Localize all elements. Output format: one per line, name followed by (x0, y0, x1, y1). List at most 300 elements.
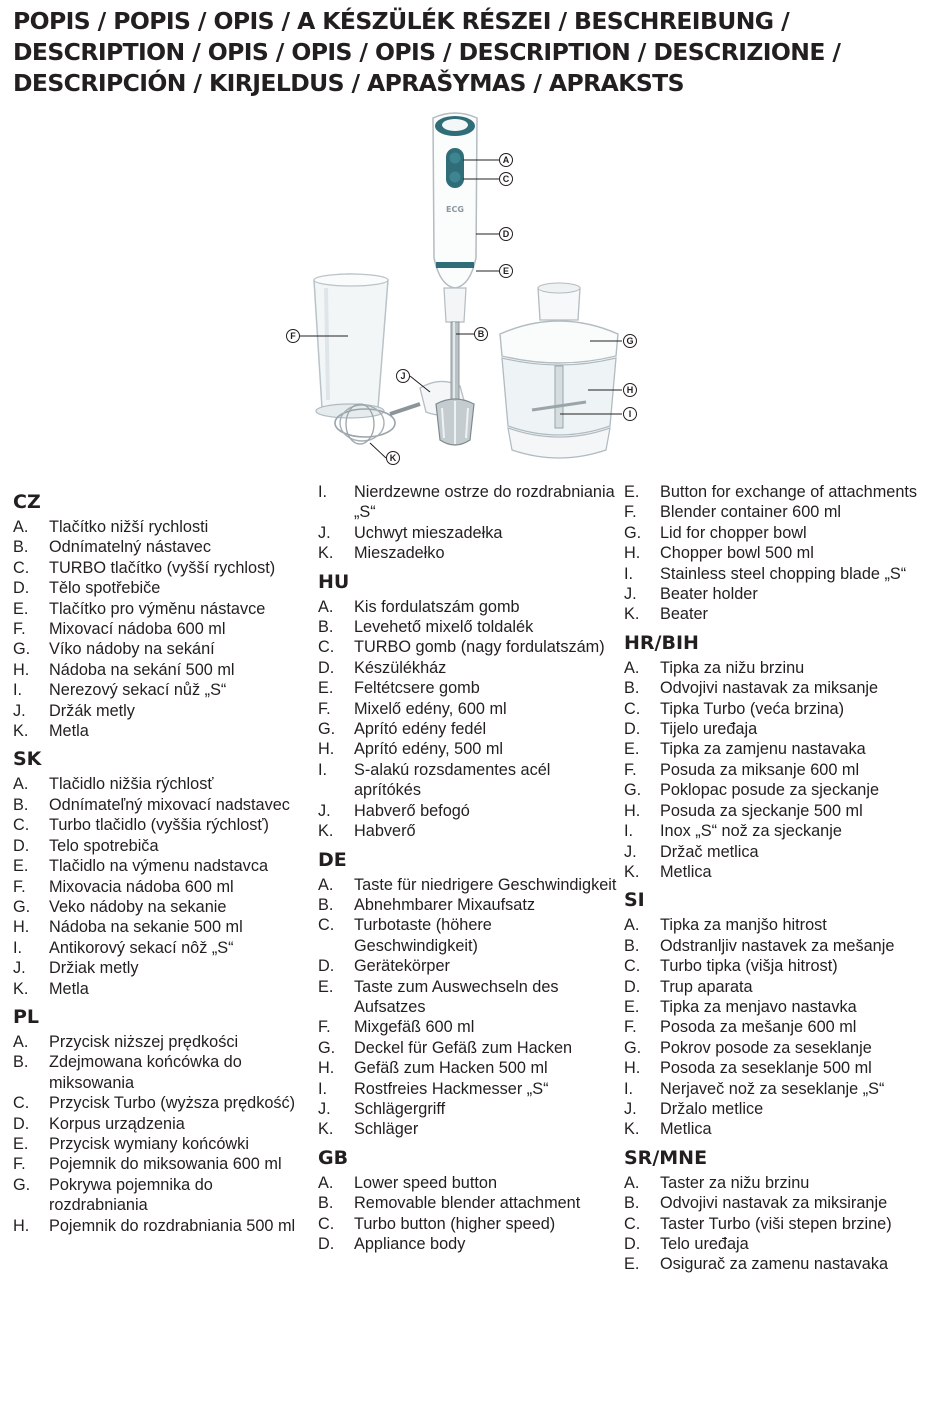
item-text: Tělo spotřebiče (49, 579, 161, 598)
section-heading: SR/MNE (624, 1146, 708, 1169)
item-text: Posoda za seseklanje 500 ml (660, 1059, 872, 1078)
parts-list (13, 774, 313, 998)
item-letter: G. (624, 781, 642, 800)
item-text: Tipka za manjšo hitrost (660, 916, 827, 935)
item-text: Uchwyt mieszadełka (354, 523, 503, 542)
item-letter: E. (624, 1255, 640, 1274)
list-item (318, 617, 618, 637)
item-letter: K. (13, 722, 29, 741)
item-letter: F. (624, 1018, 637, 1037)
item-text: Removable blender attachment (354, 1194, 581, 1213)
item-text: TURBO tlačítko (vyšší rychlost) (49, 558, 276, 577)
language-section (13, 748, 313, 998)
item-letter: A. (624, 658, 640, 677)
section-heading: GB (318, 1146, 349, 1169)
list-item (13, 1175, 313, 1216)
item-text: Nierdzewne ostrze do rozdrabniania „S“ (354, 483, 615, 522)
section-heading: HU (318, 570, 350, 593)
item-letter: G. (13, 897, 31, 916)
list-item (13, 578, 313, 598)
callout-g: G (626, 336, 634, 347)
item-letter: F. (318, 699, 331, 718)
item-letter: J. (318, 801, 331, 820)
item-text: Taster Turbo (viši stepen brzine) (660, 1214, 892, 1233)
item-text: TURBO gomb (nagy fordulatszám) (354, 638, 605, 657)
list-item (624, 780, 924, 800)
section-heading: HR/BIH (624, 631, 699, 654)
callout-f: F (290, 331, 296, 342)
item-letter: C. (13, 816, 30, 835)
item-text: Beater holder (660, 585, 758, 604)
list-item (318, 1099, 618, 1119)
list-item (624, 821, 924, 841)
item-letter: B. (318, 895, 334, 914)
item-letter: B. (13, 538, 29, 557)
item-letter: B. (13, 1053, 29, 1072)
list-item (624, 719, 924, 739)
list-item (318, 1234, 618, 1254)
item-letter: H. (318, 740, 335, 759)
list-item (624, 956, 924, 976)
item-text: Poklopac posude za sjeckanje (660, 781, 880, 800)
list-item (624, 1038, 924, 1058)
item-text: Taste zum Auswechseln des Aufsatzes (354, 977, 559, 1016)
list-item (13, 836, 313, 856)
list-item (624, 678, 924, 698)
item-text: Trup aparata (660, 977, 753, 996)
list-item (13, 1134, 313, 1154)
list-item (624, 1099, 924, 1119)
list-item (318, 543, 618, 563)
language-section (624, 632, 924, 882)
parts-list (624, 658, 924, 882)
language-section (318, 482, 618, 564)
item-letter: A. (624, 1173, 640, 1192)
parts-list (624, 482, 924, 625)
list-item (13, 958, 313, 978)
item-text: Mixovací nádoba 600 ml (49, 620, 226, 639)
list-item (13, 537, 313, 557)
item-text: Beater (660, 605, 708, 624)
list-item (624, 1214, 924, 1234)
language-section (624, 482, 924, 625)
item-text: Lower speed button (354, 1173, 498, 1192)
item-letter: A. (13, 518, 29, 536)
list-item (13, 815, 313, 835)
item-letter: K. (624, 1120, 640, 1139)
language-section (13, 491, 313, 741)
list-item (624, 1058, 924, 1078)
section-heading: CZ (13, 491, 41, 513)
page-title: POPIS / POPIS / OPIS / A KÉSZÜLÉK RÉSZEI / BESCHREIBUNG / DESCRIPTION / OPIS / OPIS / OPIS / DESCRIPTION / DESCRIZIONE / DESCRIPCIÓN / KIRJELDUS / APRAŠYMAS / APRAKSTS (13, 7, 841, 97)
parts-list (318, 1173, 618, 1255)
item-text: Schläger (354, 1120, 419, 1139)
item-text: Metlica (660, 1120, 712, 1139)
list-item (13, 619, 313, 639)
item-text: Pokrov posode za seseklanje (660, 1038, 872, 1057)
list-item (318, 895, 618, 915)
item-letter: I. (624, 822, 634, 841)
blender-body-graphic (433, 113, 477, 322)
list-item (13, 877, 313, 897)
list-item (13, 795, 313, 815)
item-text: S-alakú rozsdamentes acél aprítókés (354, 760, 551, 800)
item-letter: J. (624, 585, 637, 604)
list-item (13, 680, 313, 700)
item-letter: D. (624, 977, 641, 996)
item-text: Tipka za menjavo nastavka (660, 997, 857, 1016)
item-letter: C. (318, 916, 335, 935)
list-item (318, 739, 618, 759)
item-letter: J. (13, 959, 26, 978)
item-letter: I. (318, 760, 328, 779)
list-item (318, 1058, 618, 1078)
item-text: Zdejmowana końcówka do miksowania (49, 1053, 242, 1092)
item-letter: D. (318, 1235, 335, 1253)
item-letter: E. (624, 997, 640, 1016)
item-text: Gerätekörper (354, 957, 450, 976)
item-letter: F. (13, 620, 26, 639)
item-letter: K. (624, 605, 640, 624)
parts-list (13, 517, 313, 741)
column-1 (13, 482, 313, 1236)
list-item (624, 584, 924, 604)
item-text: Tlačítko pro výměnu nástavce (49, 599, 266, 618)
list-item (624, 997, 924, 1017)
item-text: Feltétcsere gomb (354, 679, 480, 698)
item-text: Telo spotrebiča (49, 836, 159, 855)
item-text: Przycisk wymiany końcówki (49, 1134, 249, 1153)
callout-d: D (502, 229, 510, 240)
item-text: Turbo tipka (višja hitrost) (660, 957, 838, 976)
item-letter: J. (318, 523, 331, 542)
item-letter: H. (318, 1059, 335, 1078)
list-item (318, 1173, 618, 1193)
list-item (318, 597, 618, 617)
section-heading: SI (624, 889, 645, 912)
item-letter: E. (624, 740, 640, 759)
item-letter: G. (318, 720, 336, 739)
list-item (624, 977, 924, 997)
item-text: Taste für niedrigere Geschwindigkeit (354, 875, 617, 894)
item-text: Osigurač za zamenu nastavaka (660, 1255, 889, 1274)
item-letter: H. (13, 660, 30, 679)
section-heading: PL (13, 1005, 40, 1028)
list-item (318, 915, 618, 956)
item-text: Deckel für Gefäß zum Hacken (354, 1038, 573, 1057)
list-item (13, 1032, 313, 1052)
item-text: Mixgefäß 600 ml (354, 1018, 475, 1037)
language-section (318, 1147, 618, 1255)
item-letter: E. (624, 483, 640, 501)
item-text: Korpus urządzenia (49, 1114, 185, 1133)
item-letter: D. (624, 720, 641, 739)
item-text: Schlägergriff (354, 1099, 446, 1118)
item-text: Metla (49, 722, 89, 741)
list-item (624, 936, 924, 956)
item-letter: G. (624, 523, 642, 542)
list-item (624, 760, 924, 780)
item-text: Držiak metly (49, 959, 139, 978)
brand-logo: ECG (446, 205, 464, 214)
item-text: Abnehmbarer Mixaufsatz (354, 895, 535, 914)
item-text: Tipka Turbo (veća brzina) (660, 699, 844, 718)
item-letter: C. (624, 957, 641, 976)
item-text: Appliance body (354, 1235, 466, 1253)
list-item (318, 523, 618, 543)
item-letter: B. (318, 618, 334, 637)
list-item (624, 482, 924, 502)
item-text: Držalo metlice (660, 1099, 764, 1118)
list-item (318, 1079, 618, 1099)
list-item (13, 517, 313, 537)
item-text: Aprító edény fedél (354, 720, 487, 739)
item-text: Button for exchange of attachments (660, 483, 918, 501)
callout-k: K (389, 453, 397, 464)
item-text: Tipka za nižu brzinu (660, 658, 805, 677)
language-section (13, 1006, 313, 1236)
list-item (624, 801, 924, 821)
item-letter: I. (624, 564, 634, 583)
item-text: Taster za nižu brzinu (660, 1173, 810, 1192)
list-item (624, 1017, 924, 1037)
item-text: Kis fordulatszám gomb (354, 597, 520, 616)
item-text: Mixovacia nádoba 600 ml (49, 877, 234, 896)
item-letter: D. (318, 957, 335, 976)
item-text: Mixelő edény, 600 ml (354, 699, 507, 718)
item-letter: F. (13, 877, 26, 896)
item-text: Chopper bowl 500 ml (660, 544, 814, 563)
item-letter: H. (13, 918, 30, 937)
parts-list (13, 1032, 313, 1236)
language-section (624, 1147, 924, 1275)
list-item (624, 1234, 924, 1254)
item-letter: H. (624, 801, 641, 820)
item-text: Odvojivi nastavak za miksiranje (660, 1194, 888, 1213)
item-letter: A. (318, 597, 334, 616)
list-item (624, 1079, 924, 1099)
list-item (13, 1154, 313, 1174)
item-text: Odstranljiv nastavek za mešanje (660, 936, 895, 955)
item-text: Posoda za mešanje 600 ml (660, 1018, 857, 1037)
list-item (318, 637, 618, 657)
list-item (318, 1214, 618, 1234)
item-text: Nerjaveč nož za seseklanje „S“ (660, 1079, 885, 1098)
list-item (13, 938, 313, 958)
list-item (624, 564, 924, 584)
item-letter: I. (13, 938, 23, 957)
item-text: Tipka za zamjenu nastavaka (660, 740, 866, 759)
list-item (13, 774, 313, 794)
item-letter: K. (624, 862, 640, 881)
item-letter: H. (624, 544, 641, 563)
callout-i: I (628, 409, 632, 420)
item-letter: D. (13, 1114, 30, 1133)
item-letter: E. (318, 977, 334, 996)
item-text: Telo uređaja (660, 1235, 749, 1253)
list-item (624, 658, 924, 678)
item-letter: H. (13, 1216, 30, 1235)
item-text: Veko nádoby na sekanie (49, 897, 227, 916)
list-item (13, 897, 313, 917)
list-item (624, 502, 924, 522)
item-letter: C. (13, 1094, 30, 1113)
item-letter: D. (318, 658, 335, 677)
item-letter: B. (624, 936, 640, 955)
list-item (318, 760, 618, 801)
list-item (13, 721, 313, 741)
item-letter: I. (624, 1079, 634, 1098)
item-letter: F. (318, 1018, 331, 1037)
item-text: Antikorový sekací nôž „S“ (49, 938, 234, 957)
item-text: Turbo button (higher speed) (354, 1214, 556, 1233)
item-text: Pojemnik do miksowania 600 ml (49, 1155, 282, 1174)
item-text: Nádoba na sekání 500 ml (49, 660, 235, 679)
item-text: Odnímatelný nástavec (49, 538, 211, 557)
callout-a: A (502, 155, 510, 166)
chopper-graphic (500, 283, 618, 458)
list-item (13, 1093, 313, 1113)
list-item (624, 1254, 924, 1274)
item-text: Odvojivi nastavak za miksanje (660, 679, 879, 698)
list-item (624, 862, 924, 882)
item-letter: J. (13, 701, 26, 720)
item-letter: C. (624, 1214, 641, 1233)
list-item (318, 678, 618, 698)
item-text: Metlica (660, 862, 712, 881)
item-text: Víko nádoby na sekání (49, 640, 215, 659)
item-text: Przycisk niższej prędkości (49, 1032, 239, 1051)
list-item (318, 956, 618, 976)
item-letter: B. (624, 1194, 640, 1213)
item-text: Lid for chopper bowl (660, 523, 807, 542)
item-text: Posuda za sjeckanje 500 ml (660, 801, 863, 820)
item-text: Turbo tlačidlo (vyššia rýchlosť) (49, 816, 269, 835)
list-item (624, 1119, 924, 1139)
item-letter: J. (318, 1099, 331, 1118)
language-section (318, 849, 618, 1140)
item-letter: K. (318, 1120, 334, 1139)
item-letter: D. (13, 836, 30, 855)
parts-list (318, 482, 618, 564)
list-item (13, 660, 313, 680)
item-letter: A. (624, 916, 640, 935)
section-heading: SK (13, 748, 42, 771)
item-letter: E. (13, 1134, 29, 1153)
item-letter: I. (318, 1079, 328, 1098)
parts-list (624, 915, 924, 1139)
item-text: Blender container 600 ml (660, 503, 842, 522)
item-text: Habverő befogó (354, 801, 470, 820)
list-item (318, 1119, 618, 1139)
item-letter: F. (13, 1155, 26, 1174)
item-letter: A. (13, 775, 29, 794)
item-letter: I. (13, 681, 23, 700)
item-text: Nerezový sekací nůž „S“ (49, 681, 227, 700)
list-item (318, 699, 618, 719)
item-text: Habverő (354, 822, 416, 841)
list-item (624, 915, 924, 935)
item-letter: H. (624, 1059, 641, 1078)
item-letter: K. (318, 544, 334, 563)
item-text: Przycisk Turbo (wyższa prędkość) (49, 1094, 296, 1113)
list-item (13, 1114, 313, 1134)
item-letter: C. (318, 1214, 335, 1233)
list-item (13, 856, 313, 876)
item-text: Mieszadełko (354, 544, 445, 563)
item-letter: F. (624, 503, 637, 522)
item-text: Inox „S“ nož za sjeckanje (660, 822, 842, 841)
language-section (318, 571, 618, 842)
item-letter: B. (13, 795, 29, 814)
list-item (318, 977, 618, 1018)
item-letter: G. (13, 640, 31, 659)
item-letter: E. (13, 857, 29, 876)
list-item (13, 979, 313, 999)
item-letter: J. (624, 1099, 637, 1118)
item-text: Tijelo uređaja (660, 720, 758, 739)
list-item (624, 699, 924, 719)
column-3 (624, 482, 924, 1275)
item-text: Rostfreies Hackmesser „S“ (354, 1079, 549, 1098)
item-text: Tlačidlo nižšia rýchlosť (49, 775, 214, 794)
list-item (318, 821, 618, 841)
list-item (13, 639, 313, 659)
list-item (13, 917, 313, 937)
product-figure (270, 108, 670, 473)
blender-container-graphic (314, 274, 388, 418)
callout-h: H (626, 385, 634, 396)
list-item (318, 719, 618, 739)
item-letter: C. (624, 699, 641, 718)
item-letter: C. (318, 638, 335, 657)
parts-list (624, 1173, 924, 1275)
callout-e: E (502, 266, 510, 277)
item-letter: A. (318, 1173, 334, 1192)
list-item (318, 1038, 618, 1058)
item-letter: E. (318, 679, 334, 698)
item-letter: C. (13, 558, 30, 577)
item-text: Odnímateľný mixovací nadstavec (49, 795, 290, 814)
item-text: Posuda za miksanje 600 ml (660, 760, 860, 779)
parts-list (318, 597, 618, 842)
list-item (624, 604, 924, 624)
item-letter: B. (624, 679, 640, 698)
item-text: Držák metly (49, 701, 135, 720)
item-letter: G. (13, 1175, 31, 1194)
list-item (13, 1216, 313, 1236)
item-letter: G. (624, 1038, 642, 1057)
item-text: Metla (49, 979, 89, 998)
item-letter: A. (13, 1032, 29, 1051)
item-letter: E. (13, 599, 29, 618)
list-item (13, 599, 313, 619)
item-letter: K. (13, 979, 29, 998)
list-item (318, 658, 618, 678)
list-item (318, 801, 618, 821)
list-item (13, 1052, 313, 1093)
item-text: Pokrywa pojemnika do rozdrabniania (49, 1175, 213, 1215)
list-item (13, 558, 313, 578)
section-heading: DE (318, 848, 347, 871)
list-item (13, 701, 313, 721)
item-text: Készülékház (354, 658, 447, 677)
list-item (624, 739, 924, 759)
language-section (624, 889, 924, 1139)
list-item (318, 1193, 618, 1213)
item-text: Gefäß zum Hacken 500 ml (354, 1059, 548, 1078)
list-item (318, 875, 618, 895)
